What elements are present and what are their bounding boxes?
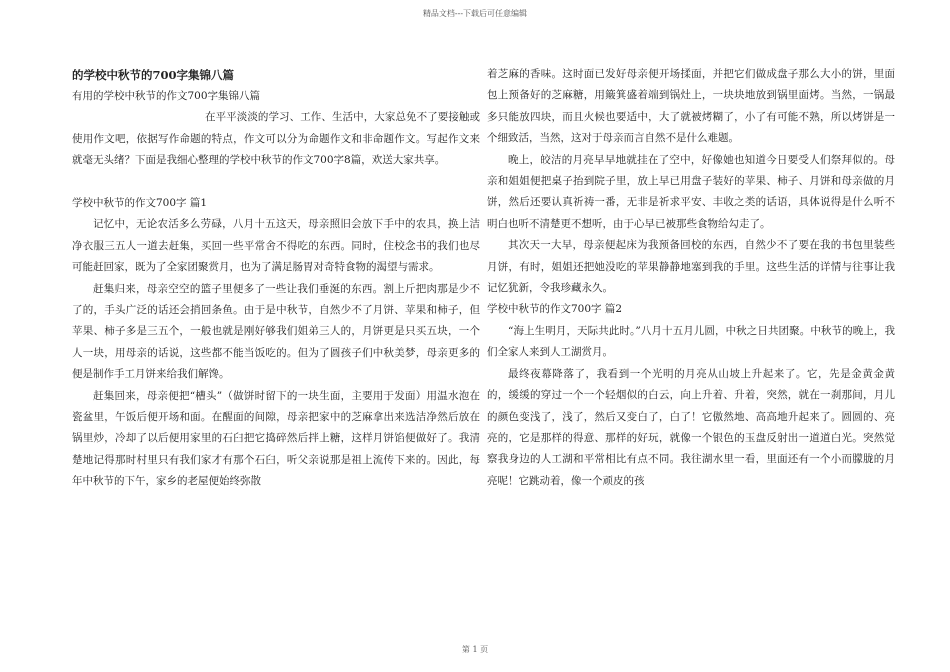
paragraph: 最终夜幕降落了，我看到一个光明的月亮从山坡上升起来了。它，先是金黄金黄的，缓缓的穿过一个一个轻烟似的白云，向上升着、升着，突然，就在一刹那间，月儿的颜色变浅了，浅了，然后又变白了，白了！它傲然地、高高地升起来了。圆圆的、亮亮的，它是那样的得意、那样的好玩，就像一个银色的玉盘反射出一道道白光。突然觉察我身边的人工湖和平常相比有点不同。我往湖水里一看，里面还有一个小而朦胧的月亮呢！它跳动着，像一个顽皮的孩 <box>487 367 895 487</box>
page-footer: 第 1 页 <box>461 645 489 654</box>
page-header: 精品文档---下载后可任意编辑 <box>422 9 528 18</box>
paragraph: 赶集回来，母亲便把“槽头”（做饼时留下的一块生面，主要用于发面）用温水泡在瓷盆里，午饭后便开场和面。在醒面的间隙，母亲把家中的芝麻拿出来选洁净然后放在锅里炒，冷却了以后便用家里的石臼把它捣碎然后拌上糖，这样月饼馅便做好了。我清楚地记得那时村里只有我们家才有那个石臼，听父亲说那是祖上流传下来的。因此，每年中秋节的下午，家乡的老屋便始终弥散 <box>72 389 480 488</box>
paragraph: 赶集归来，母亲空空的篮子里便多了一些让我们垂涎的东西。割上斤把肉那是少不了的，手头广泛的话还会捎回条鱼。由于是中秋节，自然少不了月饼、苹果和柿子，但苹果、柿子多是三五个，一般也就是刚好够我们姐弟三人的，月饼更是只买五块，一个人一块，用母亲的话说，这些都不能当饭吃的。但为了圆孩子们中秋美梦，母亲更多的便是制作手工月饼来给我们解馋。 <box>72 282 480 381</box>
intro-paragraph: 在平平淡淡的学习、工作、生活中，大家总免不了要接触或使用作文吧，依据写作命题的特点，作文可以分为命题作文和非命题作文。写起作文来就毫无头绪？下面是我细心整理的学校中秋节的作文700字8篇，欢送大家共享。 <box>72 111 480 167</box>
right-column <box>487 64 895 492</box>
paragraph: 晚上，皎洁的月亮早早地就挂在了空中，好像她也知道今日要受人们祭拜似的。母亲和姐姐便把桌子抬到院子里，放上早已用盘子装好的苹果、柿子、月饼和母亲做的月饼，然后还要认真祈祷一番，无非是祈求平安、丰收之类的话语，具体说得是什么听不明白也听不清楚更不想听，由于心早已被那些食物给勾走了。 <box>487 153 895 230</box>
essay-heading-1: 学校中秋节的作文700字 篇1 <box>72 197 208 210</box>
document-title: 的学校中秋节的700字集锦八篇 <box>72 68 235 82</box>
essay-heading-2: 学校中秋节的作文700字 篇2 <box>487 303 623 316</box>
paragraph-continued: 着芝麻的香味。这时面已发好母亲便开场揉面，并把它们做成盘子那么大小的饼，里面包上预备好的芝麻糖，用簸箕盛着端到锅灶上，一块块地放到锅里面烤。当然，一锅最多只能放四块，而且火候也要适中，大了就被烤糊了，小了有可能不熟，所以烤饼是一个细致活，当然，这对于母亲而言自然不是什么难题。 <box>487 68 895 145</box>
paragraph: 其次天一大早，母亲便起床为我预备回校的东西，自然少不了要在我的书包里装些月饼，有时，姐姐还把她没吃的苹果静静地塞到我的手里。这些生活的详情与往事让我记忆犹新，令我珍藏永久。 <box>487 239 895 295</box>
paragraph: “海上生明月，天际共此时。”八月十五月儿圆，中秋之日共团聚。中秋节的晚上，我们全家人来到人工湖赏月。 <box>487 324 895 359</box>
document-subtitle: 有用的学校中秋节的作文700字集锦八篇 <box>72 90 261 102</box>
blank-line <box>72 172 480 193</box>
paragraph: 记忆中，无论农活多么劳碌，八月十五这天，母亲照旧会放下手中的农具，换上洁净衣服三五人一道去赶集，买回一些平常舍不得吃的东西。同时，住校念书的我们也尽可能赶回家，既为了全家团聚赏月，也为了满足肠胃对奇特食物的渴望与需求。 <box>72 218 480 274</box>
left-column <box>72 64 480 493</box>
